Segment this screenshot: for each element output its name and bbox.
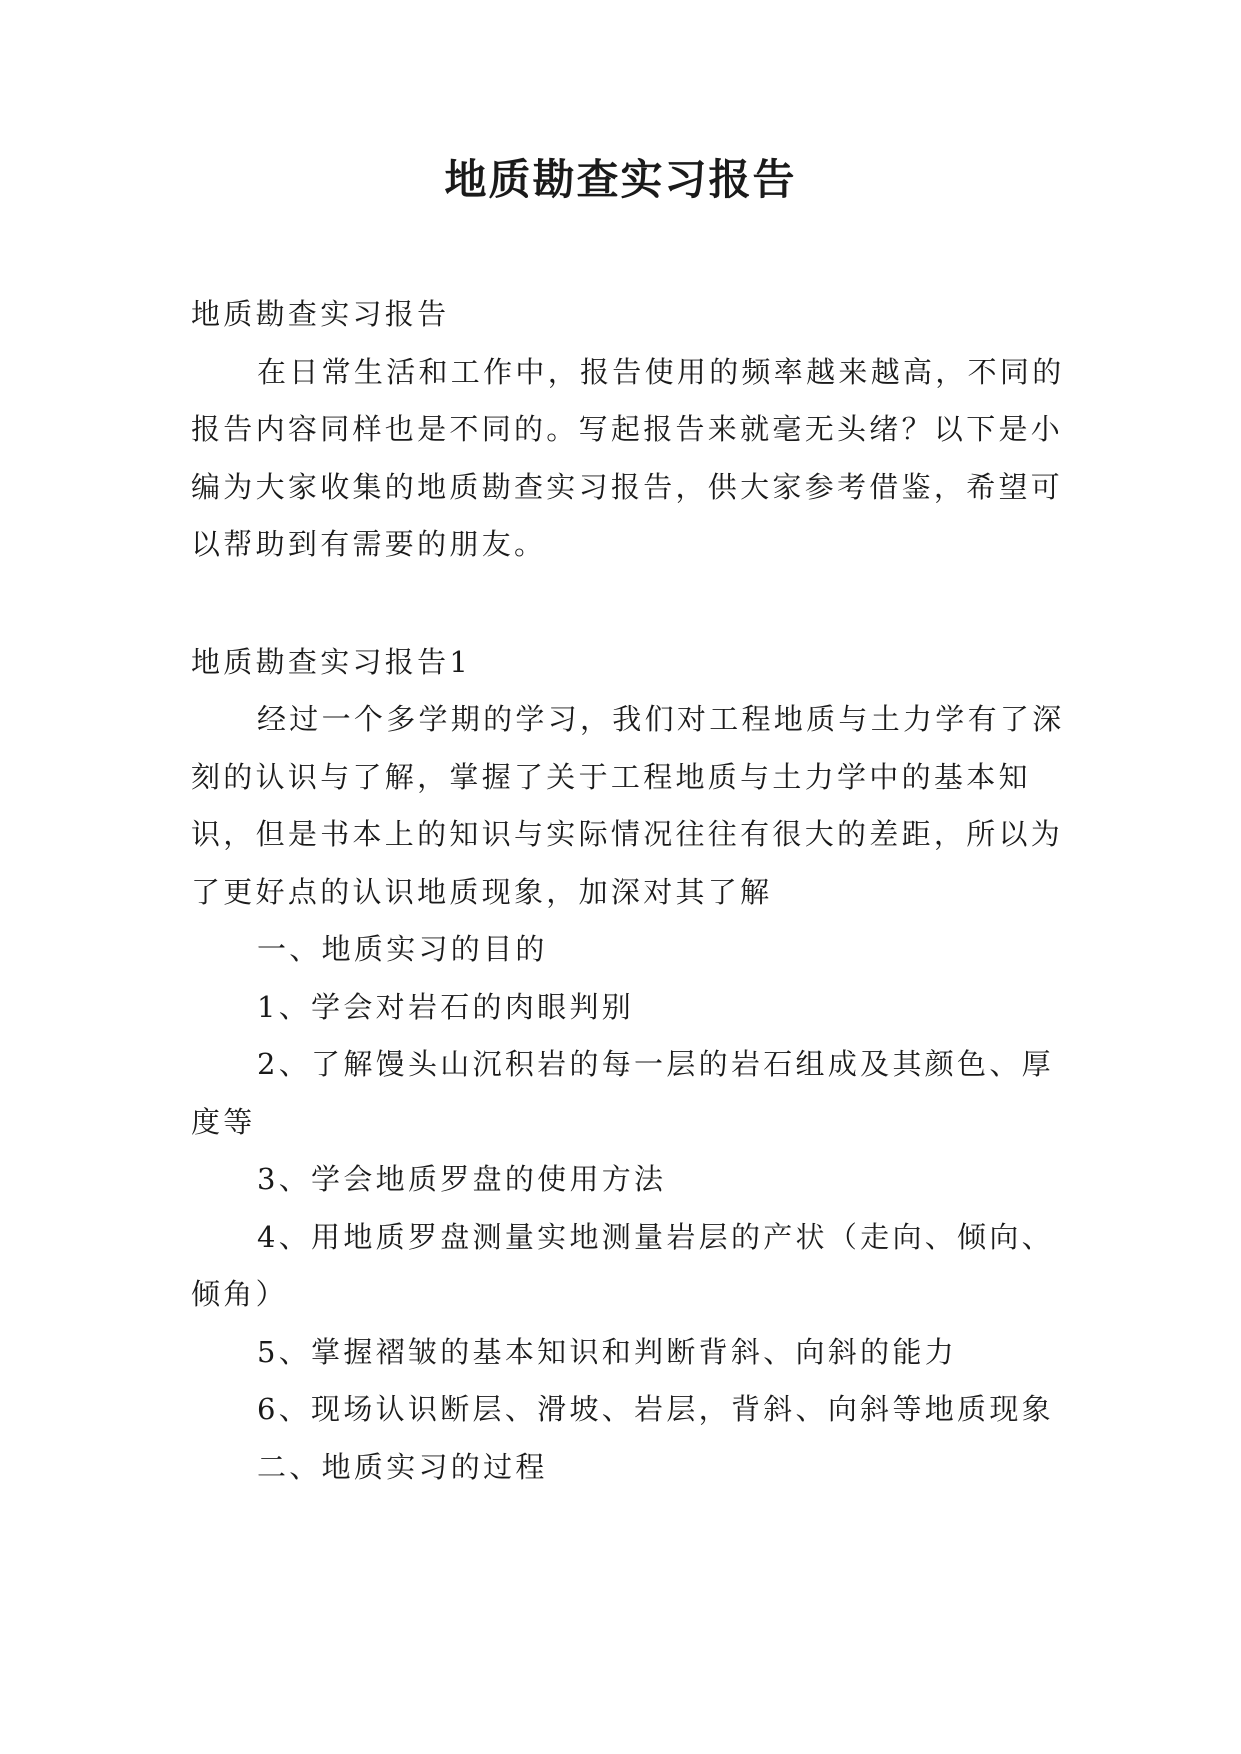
list-item: 3、学会地质罗盘的使用方法 — [257, 1162, 667, 1196]
intro-paragraph: 在日常生活和工作中，报告使用的频率越来越高，不同的报告内容同样也是不同的。写起报告来就毫无头绪？以下是小编为大家收集的地质勘查实习报告，供大家参考借鉴，希望可以帮助到有需要的朋友。 — [191, 354, 1065, 561]
section-spacer — [191, 574, 1081, 634]
document-title: 地质勘查实习报告 — [444, 155, 797, 204]
list-item: 1、学会对岩石的肉眼判别 — [257, 989, 635, 1024]
list-item: 4、用地质罗盘测量实地测量岩层的产状（走向、倾向、倾角） — [191, 1219, 1054, 1311]
section-intro-paragraph: 经过一个多学期的学习，我们对工程地质与土力学有了深刻的认识与了解，掌握了关于工程地质与土力学中的基本知识，但是书本上的知识与实际情况往往有很大的差距，所以为了更好点的认识地质现象，加深对其了解 — [191, 702, 1065, 909]
list-item: 5、掌握褶皱的基本知识和判断背斜、向斜的能力 — [257, 1334, 958, 1369]
part-heading-process: 二、地质实习的过程 — [257, 1449, 548, 1484]
part-heading-purpose: 一、地质实习的目的 — [257, 932, 548, 966]
list-item: 2、了解馒头山沉积岩的每一层的岩石组成及其颜色、厚度等 — [191, 1047, 1054, 1139]
report-subtitle: 地质勘查实习报告 — [191, 297, 450, 331]
section-heading: 地质勘查实习报告1 — [191, 644, 472, 679]
list-item: 6、现场认识断层、滑坡、岩层，背斜、向斜等地质现象 — [257, 1392, 1054, 1426]
document-body — [191, 286, 1081, 1496]
